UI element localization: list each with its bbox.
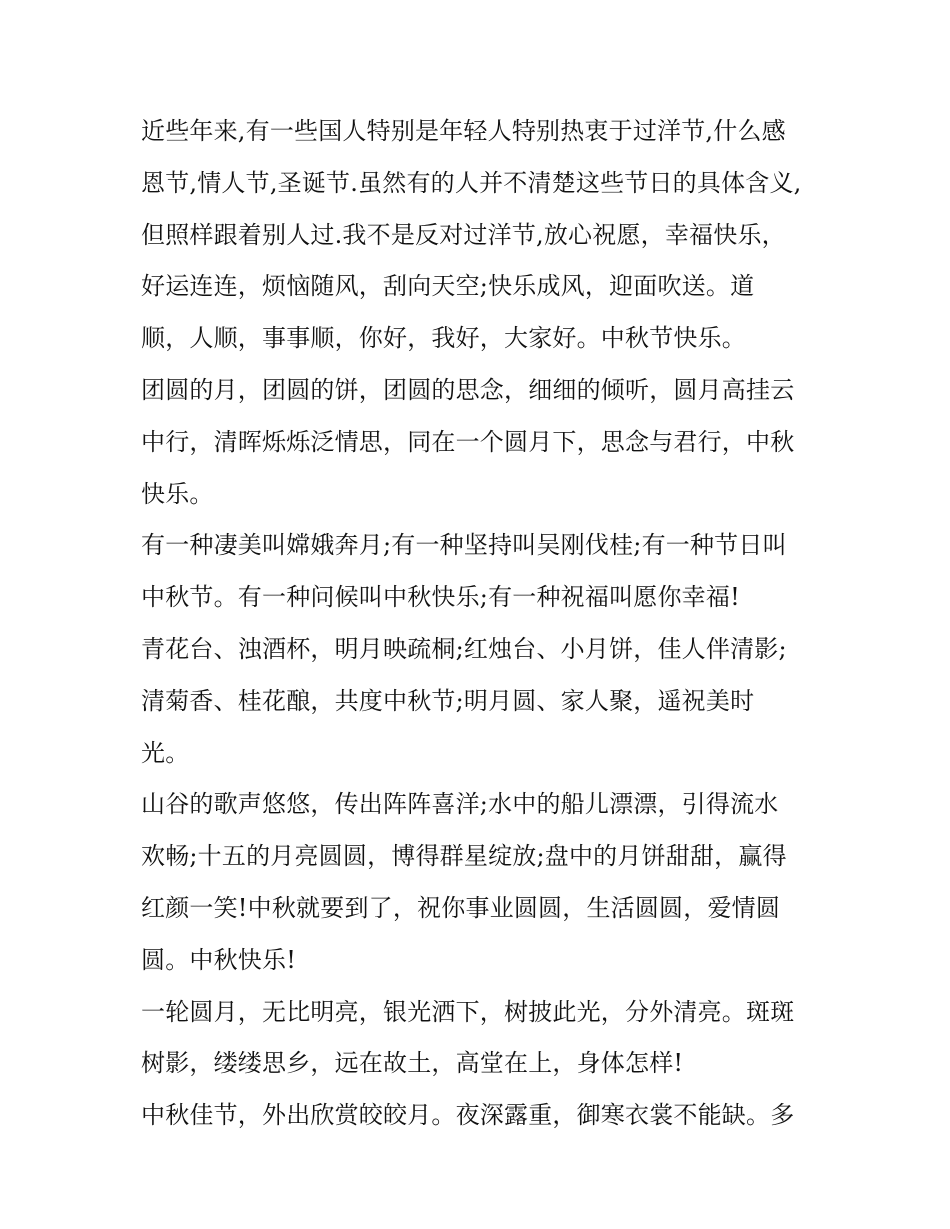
- text-line: 青花台、浊酒杯，明月映疏桐;红烛台、小月饼，佳人伴清影;: [141, 634, 787, 663]
- text-line: 但照样跟着别人过.我不是反对过洋节,放心祝愿，幸福快乐，: [141, 220, 786, 249]
- text-line: 恩节,情人节,圣诞节.虽然有的人并不清楚这些节日的具体含义,: [141, 168, 802, 197]
- text-line: 中行，清晖烁烁泛情思，同在一个圆月下，思念与君行，中秋: [141, 427, 795, 456]
- text-line: 清菊香、桂花酿，共度中秋节;明月圆、家人聚，遥祝美时: [141, 686, 755, 715]
- text-line: 光。: [141, 738, 190, 767]
- text-line: 一轮圆月，无比明亮，银光洒下，树披此光，分外清亮。斑斑: [141, 997, 795, 1026]
- text-line: 树影，缕缕思乡，远在故土，高堂在上，身体怎样!: [141, 1049, 684, 1078]
- text-line: 圆。中秋快乐!: [141, 945, 297, 974]
- text-line: 中秋佳节，外出欣赏皎皎月。夜深露重，御寒衣裳不能缺。多: [141, 1101, 795, 1130]
- text-line: 团圆的月，团圆的饼，团圆的思念，细细的倾听，圆月高挂云: [141, 375, 795, 404]
- text-line: 快乐。: [141, 479, 214, 508]
- text-line: 红颜一笑!中秋就要到了，祝你事业圆圆，生活圆圆，爱情圆: [141, 893, 781, 922]
- text-line: 近些年来,有一些国人特别是年轻人特别热衷于过洋节,什么感: [141, 117, 786, 145]
- text-line: 山谷的歌声悠悠，传出阵阵喜洋;水中的船儿漂漂，引得流水: [141, 790, 779, 819]
- text-line: 欢畅;十五的月亮圆圆，博得群星绽放;盘中的月饼甜甜，赢得: [141, 842, 787, 871]
- text-line: 中秋节。有一种问候叫中秋快乐;有一种祝福叫愿你幸福!: [141, 583, 740, 612]
- text-line: 好运连连，烦恼随风，刮向天空;快乐成风，迎面吹送。道: [141, 272, 755, 301]
- document-body: [141, 106, 841, 1142]
- text-line: 顺，人顺，事事顺，你好，我好，大家好。中秋节快乐。: [141, 324, 746, 353]
- text-line: 有一种凄美叫嫦娥奔月;有一种坚持叫吴刚伐桂;有一种节日叫: [141, 531, 787, 560]
